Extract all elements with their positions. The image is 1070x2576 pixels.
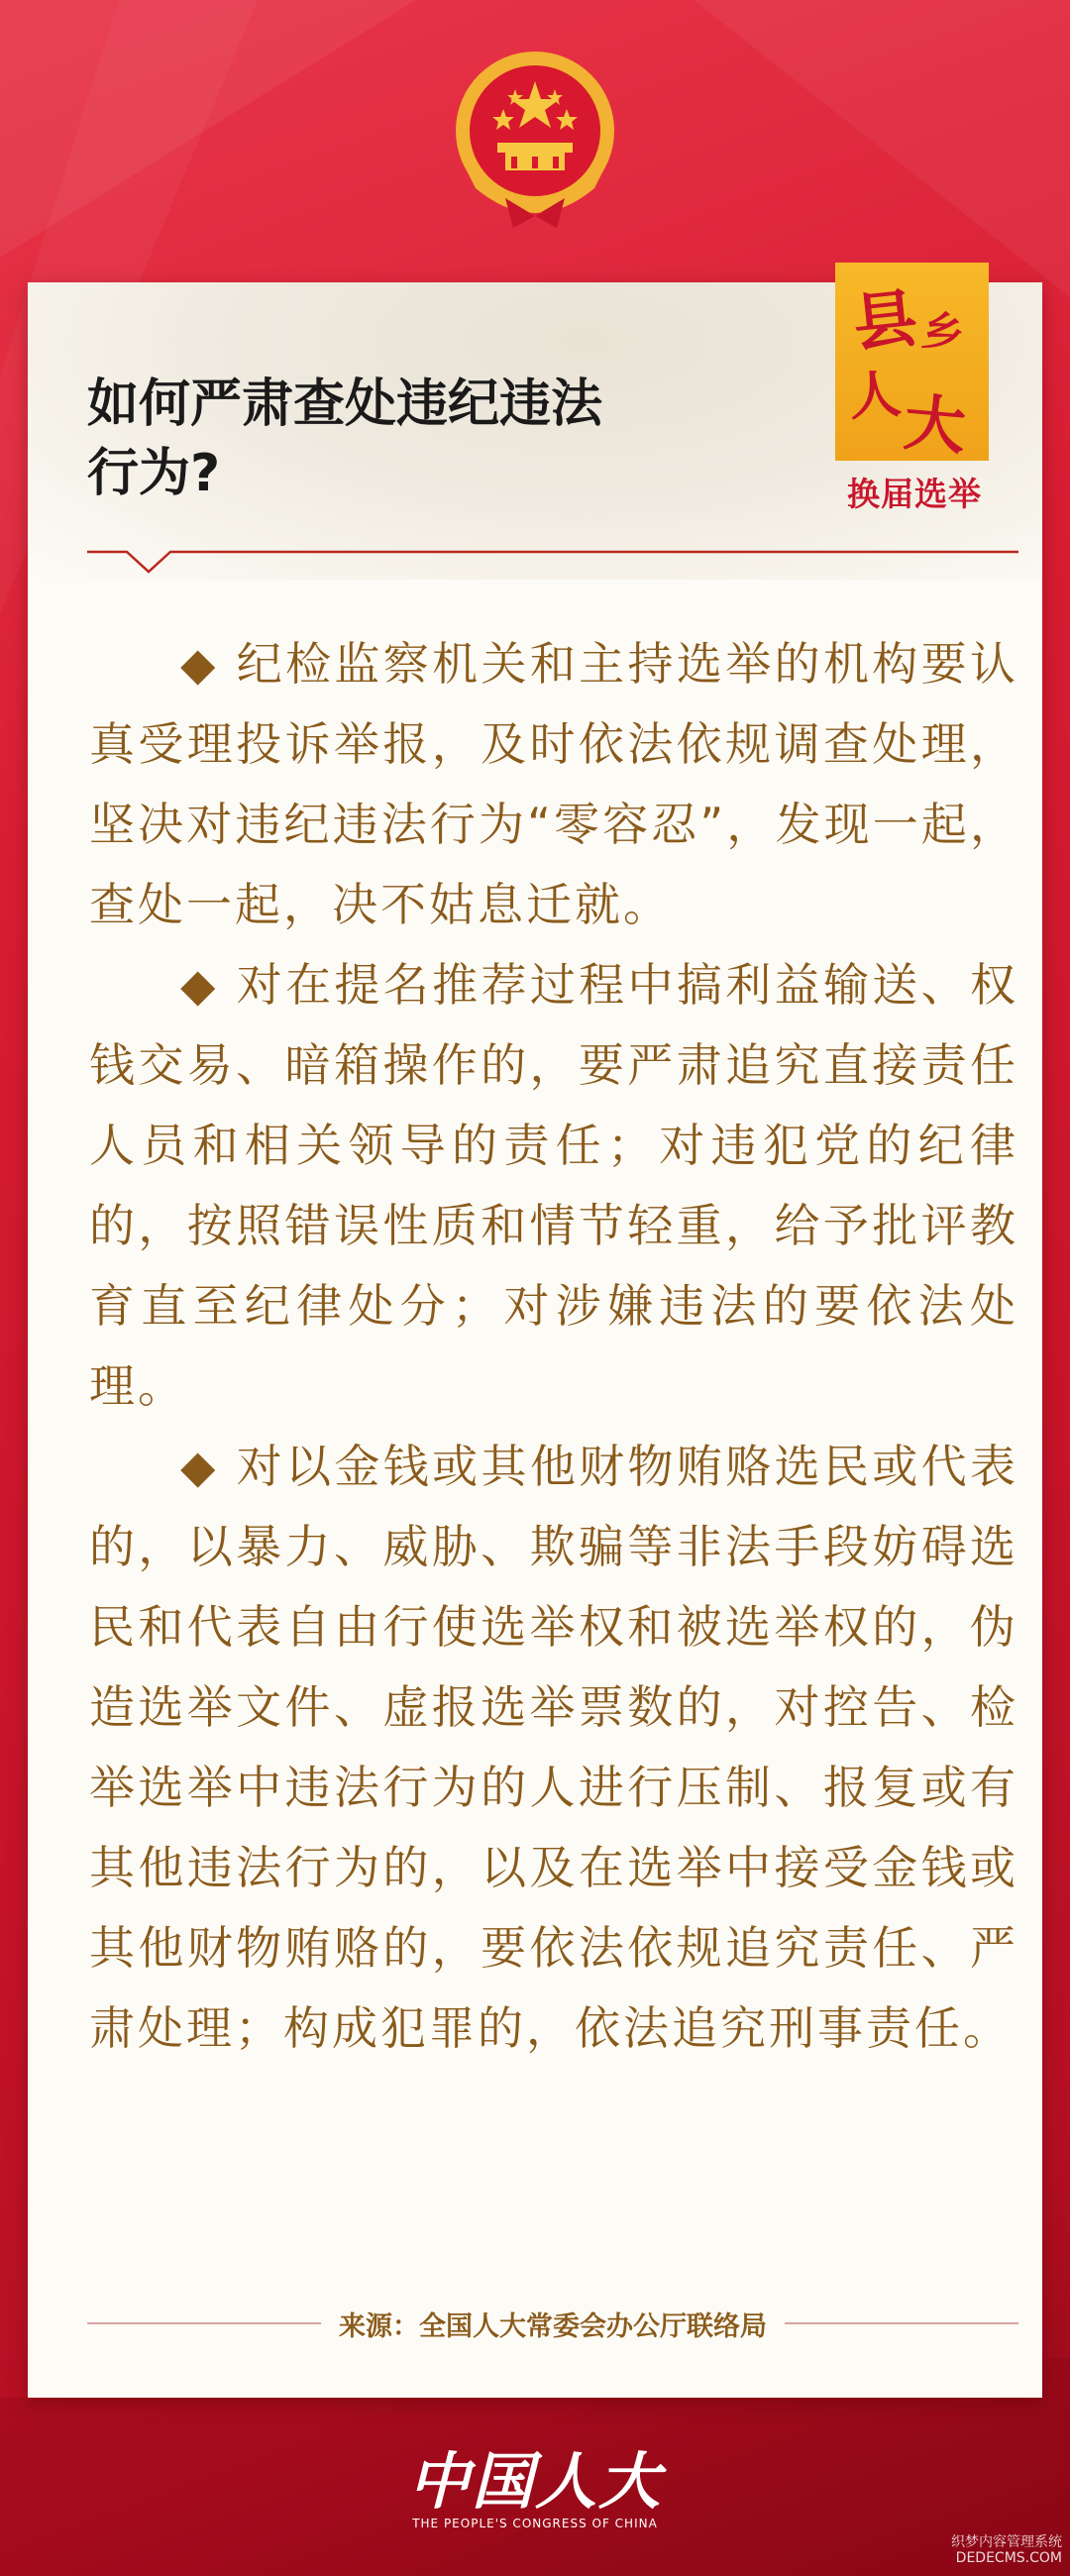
badge-title (835, 270, 989, 464)
badge-char-4: 大 (901, 385, 969, 464)
diamond-bullet-icon: ◆ (180, 1440, 219, 1493)
national-emblem-icon (446, 40, 624, 238)
title-divider (87, 550, 1018, 590)
election-badge (835, 263, 989, 464)
badge-char-2: 乡 (918, 305, 967, 360)
paragraph-3 (89, 1427, 1018, 2069)
footer-logo-en: THE PEOPLE'S CONGRESS OF CHINA (412, 2517, 658, 2530)
paragraph-1 (89, 624, 1018, 945)
page-title (87, 370, 781, 508)
footer-logo (0, 2432, 1070, 2530)
badge-subtitle: 换届选举 (847, 475, 982, 513)
title-line-1: 如何严肃查处违纪违法 (87, 375, 603, 434)
content-card (28, 282, 1042, 2398)
watermark (951, 2534, 1062, 2566)
source-footer (87, 2304, 1018, 2343)
paragraph-text: 纪检监察机关和主持选举的机构要认真受理投诉举报，及时依法依规调查处理，坚决对违纪违法行为“零容忍”，发现一起，查处一起，决不姑息迁就。 (89, 637, 1018, 931)
watermark-line-1: 织梦内容管理系统 (951, 2534, 1062, 2550)
paragraph-text: 对以金钱或其他财物贿赂选民或代表的，以暴力、威胁、欺骗等非法手段妨碍选民和代表自由行使选举权和被选举权的，伪造选举文件、虚报选举票数的，对控告、检举选举中违法行为的人进行压制、报复或有其他违法行为的，以及在选举中接受金钱或其他财物贿赂的，要依法依规追究责任、严肃处理；构成犯罪的，依法追究刑事责任。 (89, 1440, 1018, 2055)
article-body (89, 624, 1018, 2069)
diamond-bullet-icon: ◆ (180, 958, 219, 1012)
badge-char-3: 人 (847, 364, 904, 428)
footer-logo-cn: 中国人大 (407, 2445, 662, 2518)
paragraph-2 (89, 945, 1018, 1427)
diamond-bullet-icon: ◆ (180, 637, 219, 691)
badge-char-1: 县 (849, 280, 921, 363)
title-line-2: 行为? (87, 444, 221, 503)
paragraph-text: 对在提名推荐过程中搞利益输送、权钱交易、暗箱操作的，要严肃追究直接责任人员和相关领导的责任；对违犯党的纪律的，按照错误性质和情节轻重，给予批评教育直至纪律处分；对涉嫌违法的要依法处理。 (89, 958, 1018, 1413)
source-divider-right (785, 2322, 1018, 2324)
source-text: 来源：全国人大常委会办公厅联络局 (339, 2310, 767, 2342)
source-divider-left (87, 2322, 321, 2324)
watermark-line-2: DEDECMS.COM (955, 2550, 1062, 2566)
